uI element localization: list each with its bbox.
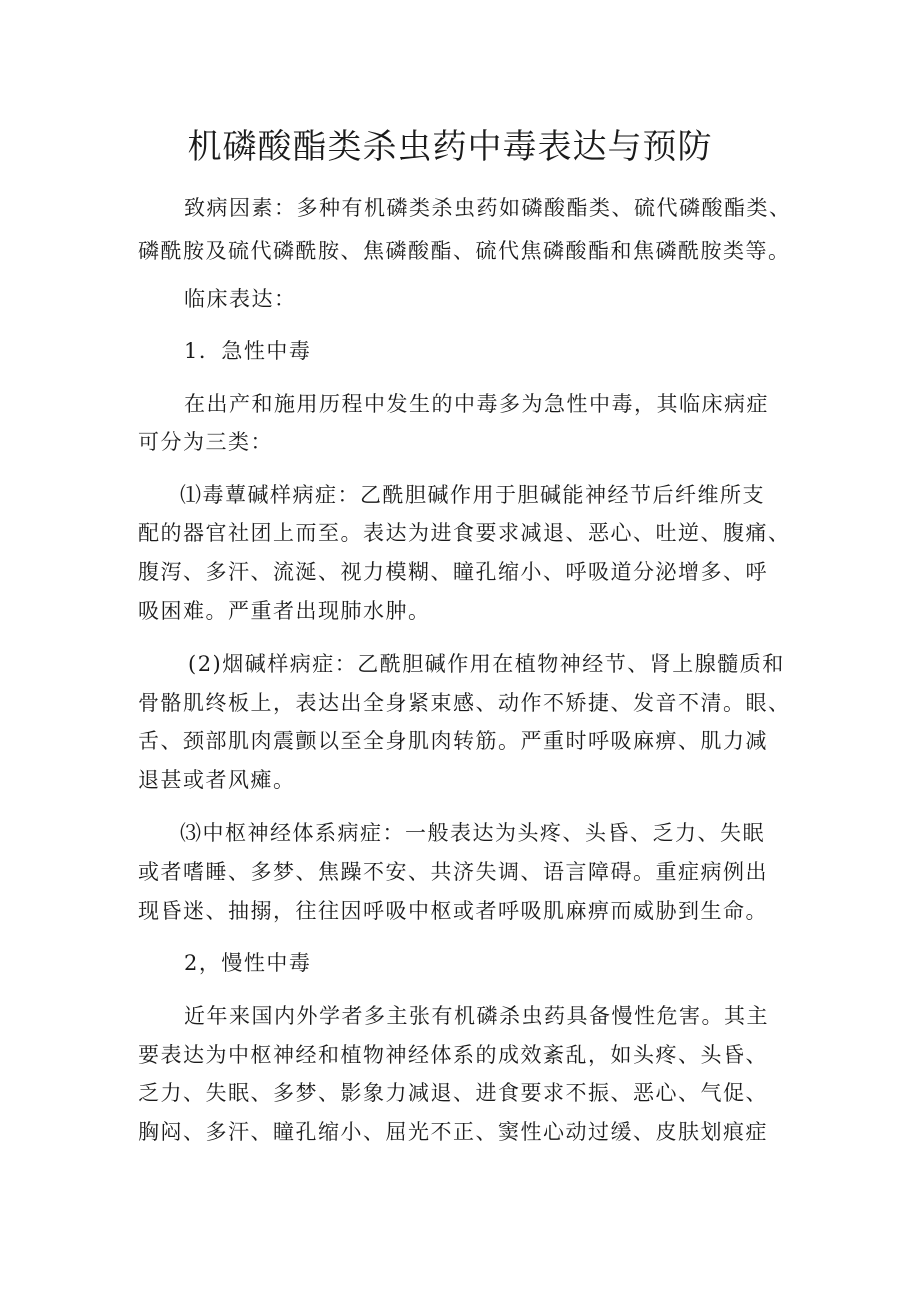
text-line-chronic-1: 近年来国内外学者多主张有机磷杀虫药具备慢性危害。其主 (184, 1004, 769, 1028)
text-line-causes-1: 致病因素：多种有机磷类杀虫药如磷酸酯类、硫代磷酸酯类、 (184, 196, 792, 220)
text-line-chronic-3: 乏力、失眠、多梦、影象力减退、进食要求不振、恶心、气促、 (138, 1081, 768, 1105)
text-line-nicotinic-4: 退甚或者风瘫。 (138, 768, 296, 792)
text-line-chronic-4: 胸闷、多汗、瞳孔缩小、屈光不正、窦性心动过缓、皮肤划痕症 (138, 1120, 768, 1144)
text-line-cns-1: ⑶中枢神经体系病症：一般表达为头疼、头昏、乏力、失眠 (180, 821, 765, 845)
text-line-cns-3: 现昏迷、抽搦，往往因呼吸中枢或者呼吸肌麻痹而威胁到生命。 (138, 899, 768, 923)
text-line-acute-1: 在出产和施用历程中发生的中毒多为急性中毒，其临床病症 (184, 392, 769, 416)
text-line-chronic-heading: 2，慢性中毒 (184, 951, 312, 975)
text-line-acute-2: 可分为三类： (138, 430, 273, 454)
text-line-nicotinic-2: 骨骼肌终板上，表达出全身紧束感、动作不矫捷、发音不清。眼、 (138, 691, 791, 715)
text-line-nicotinic-3: 舌、颈部肌肉震颤以至全身肌肉转筋。严重时呼吸麻痹、肌力减 (138, 729, 768, 753)
text-line-chronic-2: 要表达为中枢神经和植物神经体系的成效紊乱，如头疼、头昏、 (138, 1043, 768, 1067)
document-title: 机磷酸酯类杀虫药中毒表达与预防 (187, 127, 713, 167)
text-line-acute-heading: 1．急性中毒 (184, 339, 312, 363)
text-line-muscarinic-2: 配的器官社团上而至。表达为进食要求减退、恶心、吐逆、腹痛、 (138, 521, 791, 545)
text-line-muscarinic-3: 腹泻、多汗、流涎、视力模糊、瞳孔缩小、呼吸道分泌增多、呼 (138, 560, 768, 584)
text-line-nicotinic-1: (2)烟碱样病症：乙酰胆碱作用在植物神经节、肾上腺髓质和 (188, 652, 785, 676)
text-line-muscarinic-1: ⑴毒蕈碱样病症：乙酰胆碱作用于胆碱能神经节后纤维所支 (180, 483, 765, 507)
text-line-causes-2: 磷酰胺及硫代磷酰胺、焦磷酸酯、硫代焦磷酸酯和焦磷酰胺类等。 (138, 239, 791, 263)
text-line-clinical-heading: 临床表达： (184, 287, 297, 311)
text-line-muscarinic-4: 吸困难。严重者出现肺水肿。 (138, 599, 431, 623)
text-line-cns-2: 或者嗜睡、多梦、焦躁不安、共济失调、语言障碍。重症病例出 (138, 860, 768, 884)
